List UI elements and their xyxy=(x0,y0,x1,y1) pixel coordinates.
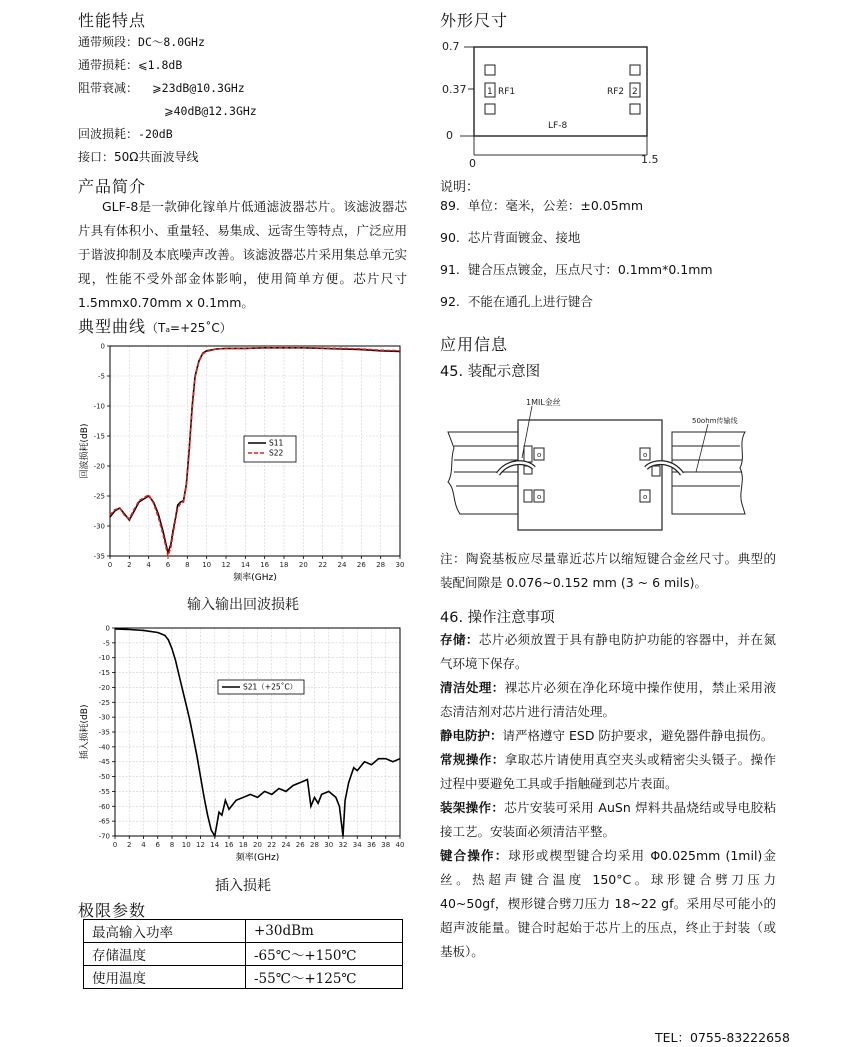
list-item: 常规操作：拿取芯片请使用真空夹头或精密尖头镊子。操作过程中要避免工具或手指触碰到芯片表面。 xyxy=(440,752,776,791)
line-label: 50ohm传输线 xyxy=(692,417,738,425)
y-tick-label: -35 xyxy=(98,728,110,737)
y-tick-label: -25 xyxy=(98,698,110,707)
y-tick-label: -45 xyxy=(98,758,110,767)
insertion-loss-caption: 插入损耗 xyxy=(215,878,271,894)
y-tick-label: -5 xyxy=(103,639,110,648)
x-tick-label: 10 xyxy=(181,841,191,849)
x-tick-label: 8 xyxy=(169,841,175,849)
list-item: 89. 单位：毫米，公差：±0.05mm xyxy=(440,198,644,213)
notes-title: 说明： xyxy=(440,180,480,195)
y-tick-label: -25 xyxy=(93,492,105,501)
x-tick-label: 32 xyxy=(338,841,348,849)
y-axis-label: 插入损耗(dB) xyxy=(80,704,90,760)
x-tick-label: 10 xyxy=(202,561,212,569)
x-axis-label: 频率(GHz) xyxy=(233,573,277,583)
y-tick-label: -70 xyxy=(98,832,110,841)
table-row: 存储温度 -65℃～+150℃ xyxy=(84,943,403,966)
app-title: 应用信息 xyxy=(440,335,509,354)
legend-label: S22 xyxy=(269,448,284,458)
feature-item: 接口：50Ω共面波导线 xyxy=(78,150,199,164)
insertion-loss-chart xyxy=(78,620,408,870)
y-tick-label: -15 xyxy=(93,432,105,441)
notes-list xyxy=(440,196,713,324)
legend-label: S11 xyxy=(269,438,284,448)
list-item: 键合操作：球形或楔型键合均采用 Φ0.025mm (1mil)金丝。热超声键合温度 150°C。球形键合劈刀压力 40~50gf，楔形键合劈刀压力 18~22 gf。采用尽可能小的超声波能量。键合时起始于芯片上的压点，终止于封装（或基板）。 xyxy=(440,848,776,959)
x-tick-label: 18 xyxy=(279,561,289,569)
y-tick-label: -15 xyxy=(98,669,110,678)
y-tick-label: -20 xyxy=(98,683,110,692)
x-tick-label: 4 xyxy=(141,841,146,849)
x-tick-label: 0 xyxy=(107,561,113,569)
x-tick-label: 28 xyxy=(376,561,386,569)
x-tick-label: 28 xyxy=(310,841,319,849)
x-tick-label: 6 xyxy=(155,841,160,849)
y-tick-label: -40 xyxy=(98,743,110,752)
y-tick-label: -60 xyxy=(98,802,110,811)
list-item: 清洁处理：裸芯片必须在净化环境中操作使用，禁止采用液态清洁剂对芯片进行清洁处理。 xyxy=(440,680,776,719)
pin2-label: 2 xyxy=(632,87,638,97)
ops-title: 46. 操作注意事项 xyxy=(440,610,555,626)
x-tick-label: 6 xyxy=(165,561,171,569)
return-loss-chart xyxy=(78,338,408,588)
x-tick-label: 24 xyxy=(337,561,347,569)
list-item: 90. 芯片背面镀金、接地 xyxy=(440,230,581,245)
rf2-label: RF2 xyxy=(607,87,625,97)
y-tick-label: 0 xyxy=(105,624,110,633)
svg-text:o: o xyxy=(643,493,648,501)
x-tick-label: 20 xyxy=(253,841,262,849)
outline-y-label: 0.7 xyxy=(442,40,460,53)
x-tick-label: 38 xyxy=(381,841,391,849)
list-item: 存储：芯片必须放置于具有静电防护功能的容器中，并在氮气环境下保存。 xyxy=(440,632,776,671)
y-tick-label: -55 xyxy=(98,787,110,796)
x-tick-label: 30 xyxy=(395,561,405,569)
y-tick-label: -30 xyxy=(93,522,105,531)
x-tick-label: 40 xyxy=(395,841,405,849)
footer-tel: TEL：0755-83222658 xyxy=(655,1030,790,1045)
y-tick-label: -5 xyxy=(98,372,105,381)
y-axis-label: 回波损耗(dB) xyxy=(80,423,90,479)
x-tick-label: 8 xyxy=(185,561,190,569)
x-tick-label: 18 xyxy=(238,841,248,849)
list-item: 92. 不能在通孔上进行键合 xyxy=(440,294,593,309)
x-tick-label: 30 xyxy=(324,841,334,849)
intro-title: 产品简介 xyxy=(78,177,147,196)
wire-label: 1MIL金丝 xyxy=(526,398,561,407)
list-item: 静电防护：请严格遵守 ESD 防护要求，避免器件静电损伤。 xyxy=(440,728,774,743)
list-item: 装架操作：芯片安装可采用 AuSn 焊料共晶烧结或导电胶粘接工艺。安装面必须清洁平整。 xyxy=(440,800,776,839)
x-tick-label: 16 xyxy=(224,841,234,849)
y-tick-label: -10 xyxy=(93,402,105,411)
x-tick-label: 22 xyxy=(318,561,328,569)
rf1-label: RF1 xyxy=(498,87,516,97)
feature-item: ⩾40dB@12.3GHz xyxy=(164,104,257,118)
limits-title: 极限参数 xyxy=(78,901,147,920)
legend-label: S21（+25˚C） xyxy=(243,682,298,692)
feature-item: 回波损耗：-20dB xyxy=(78,127,173,141)
y-tick-label: 0 xyxy=(100,342,105,351)
pin1-label: 1 xyxy=(487,87,493,97)
x-tick-label: 16 xyxy=(260,561,270,569)
table-row: 使用温度 -55℃～+125℃ xyxy=(84,966,403,989)
curves-title: 典型曲线（Tₐ=+25˚C） xyxy=(78,317,232,336)
svg-text:o: o xyxy=(643,451,648,459)
outline-y-label: 0 xyxy=(446,129,453,142)
x-tick-label: 20 xyxy=(298,561,308,569)
x-tick-label: 26 xyxy=(295,841,305,849)
x-tick-label: 26 xyxy=(356,561,366,569)
chip-body xyxy=(518,420,662,530)
x-tick-label: 0 xyxy=(112,841,118,849)
limits-table xyxy=(83,919,403,989)
x-tick-label: 34 xyxy=(352,841,362,849)
list-item: 91. 键合压点镀金，压点尺寸：0.1mm*0.1mm xyxy=(440,262,713,277)
y-tick-label: -10 xyxy=(98,654,110,663)
svg-text:o: o xyxy=(537,451,542,459)
x-axis-label: 频率(GHz) xyxy=(235,853,280,863)
ops-list xyxy=(440,628,776,964)
x-tick-label: 36 xyxy=(367,841,376,849)
svg-text:o: o xyxy=(537,493,542,501)
outline-title: 外形尺寸 xyxy=(440,11,509,30)
x-tick-label: 22 xyxy=(267,841,277,849)
features-list xyxy=(78,33,378,171)
assembly-title: 45. 装配示意图 xyxy=(440,364,541,380)
outline-drawing xyxy=(440,36,670,171)
x-tick-label: 12 xyxy=(196,841,205,849)
table-row: 最高输入功率 +30dBm xyxy=(84,920,403,943)
feature-item: 通带损耗：⩽1.8dB xyxy=(78,58,183,72)
intro-text: GLF-8是一款砷化镓单片低通滤波器芯片。该滤波器芯片具有体积小、重量轻、易集成、远寄生等特点，广泛应用于谐波抑制及本底噪声改善。该滤波器芯片采用集总单元实现，性能不受外部金体影响，使用简单方便。芯片尺寸1.5mmx0.70mm x 0.1mm。 xyxy=(78,199,407,310)
y-tick-label: -20 xyxy=(93,462,105,471)
y-tick-label: -35 xyxy=(93,552,105,561)
y-tick-label: -30 xyxy=(98,713,110,722)
x-tick-label: 14 xyxy=(240,561,250,569)
assembly-drawing xyxy=(440,394,770,534)
y-tick-label: -50 xyxy=(98,773,110,782)
feature-item: 阻带衰减： ⩾23dB@10.3GHz xyxy=(78,81,245,95)
x-tick-label: 24 xyxy=(281,841,291,849)
assembly-note: 注：陶瓷基板应尽量靠近芯片以缩短键合金丝尺寸。典型的装配间隙是 0.076~0.152 mm (3 ~ 6 mils)。 xyxy=(440,551,776,590)
x-tick-label: 14 xyxy=(210,841,220,849)
return-loss-caption: 输入输出回波损耗 xyxy=(187,597,299,613)
y-tick-label: -65 xyxy=(98,817,110,826)
x-tick-label: 4 xyxy=(146,561,151,569)
x-tick-label: 2 xyxy=(127,561,132,569)
feature-item: 通带频段：DC～8.0GHz xyxy=(78,35,205,49)
outline-y-label: 0.37 xyxy=(442,83,467,96)
x-tick-label: 2 xyxy=(127,841,132,849)
outline-x-label: 0 xyxy=(469,157,476,170)
outline-x-label: 1.5 xyxy=(641,153,659,166)
features-title: 性能特点 xyxy=(78,11,147,30)
x-tick-label: 12 xyxy=(221,561,231,569)
part-label: LF-8 xyxy=(548,121,568,131)
